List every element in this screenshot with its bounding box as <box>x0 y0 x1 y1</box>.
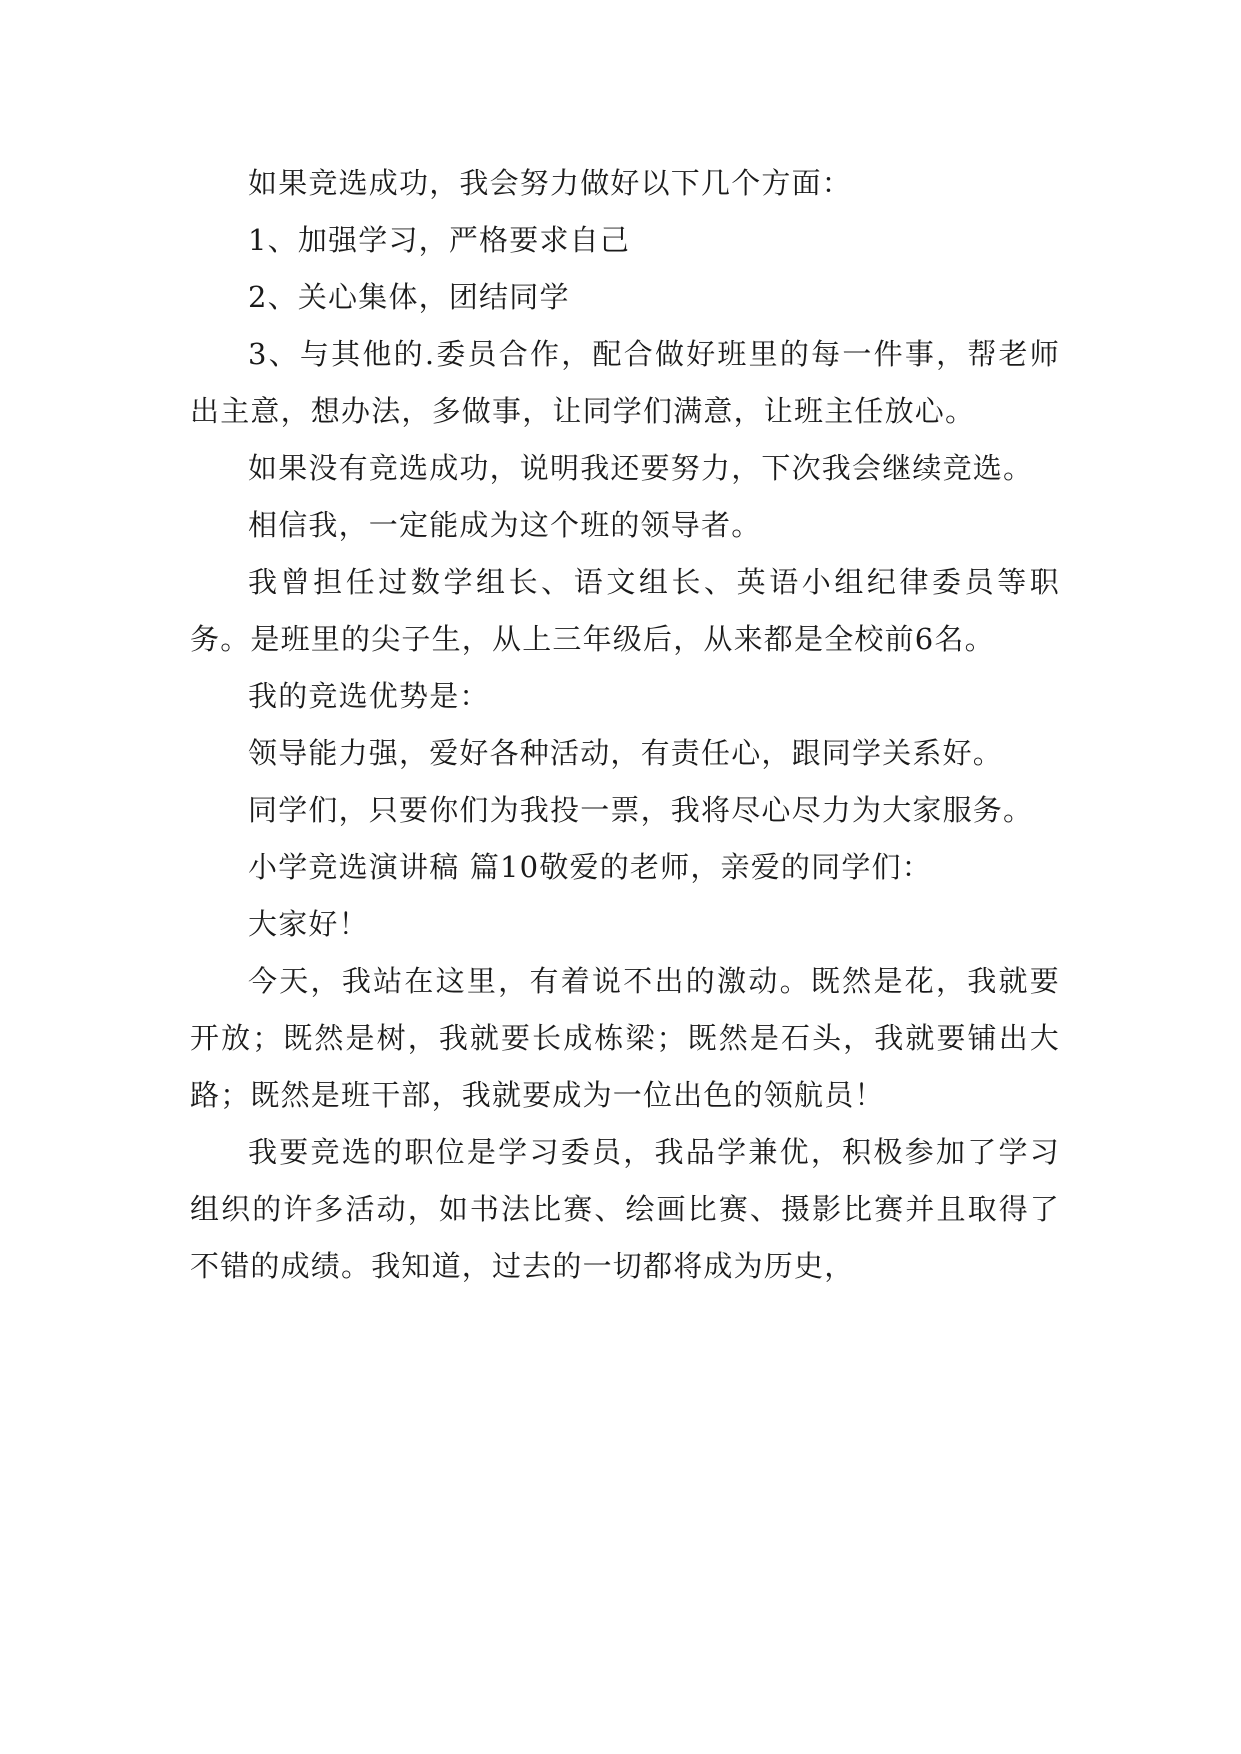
paragraph-believe-me: 相信我，一定能成为这个班的领导者。 <box>248 508 762 542</box>
paragraph-advantages: 领导能力强，爱好各种活动，有责任心，跟同学关系好。 <box>248 736 1004 770</box>
paragraph-advantages-heading: 我的竞选优势是： <box>248 679 490 713</box>
paragraph-position: 我要竞选的职位是学习委员，我品学兼优，积极参加了学习组织的许多活动，如书法比赛、绘画比赛、摄影比赛并且取得了不错的成绩。我知道，过去的一切都将成为历史， <box>190 1135 1060 1283</box>
paragraph-plan-item-1: 1、加强学习，严格要求自己 <box>248 223 631 257</box>
paragraph-if-not-elected: 如果没有竞选成功，说明我还要努力，下次我会继续竞选。 <box>248 451 1034 485</box>
document-body <box>190 155 1060 1295</box>
paragraph-greeting: 大家好！ <box>248 907 369 941</box>
paragraph-past-roles: 我曾担任过数学组长、语文组长、英语小组纪律委员等职务。是班里的尖子生，从上三年级后，从来都是全校前6名。 <box>190 565 1060 656</box>
paragraph-plan-intro: 如果竞选成功，我会努力做好以下几个方面： <box>248 166 853 200</box>
paragraph-plan-item-2: 2、关心集体，团结同学 <box>248 280 570 314</box>
paragraph-speech-10-title: 小学竞选演讲稿 篇10敬爱的老师，亲爱的同学们： <box>248 850 932 884</box>
paragraph-plan-item-3: 3、与其他的.委员合作，配合做好班里的每一件事，帮老师出主意，想办法，多做事，让同学们满意，让班主任放心。 <box>190 337 1060 428</box>
paragraph-vote-request: 同学们，只要你们为我投一票，我将尽心尽力为大家服务。 <box>248 793 1034 827</box>
paragraph-today: 今天，我站在这里，有着说不出的激动。既然是花，我就要开放；既然是树，我就要长成栋梁；既然是石头，我就要铺出大路；既然是班干部，我就要成为一位出色的领航员！ <box>190 964 1060 1112</box>
